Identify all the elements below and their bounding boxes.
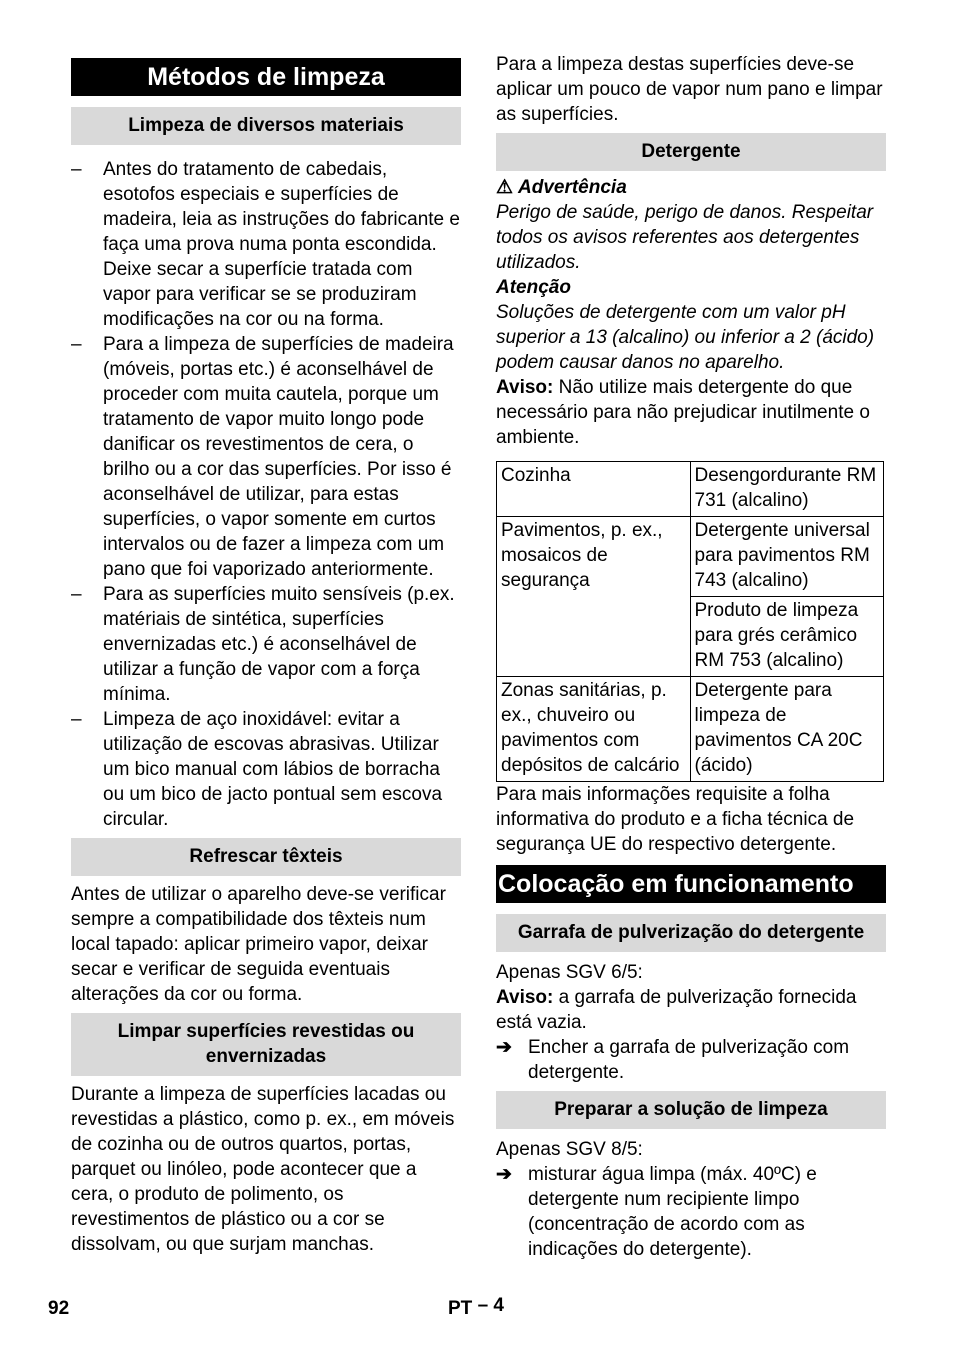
heading-refresh-textiles: Refrescar têxteis [71, 838, 461, 876]
footer-section [448, 1295, 504, 1320]
table-row [497, 462, 884, 517]
table-row [497, 517, 884, 597]
heading-coated-surfaces: Limpar superfícies revestidas ou envernizadas [71, 1013, 461, 1076]
caution-text: Soluções de detergente com um valor pH superior a 13 (alcalino) ou inferior a 2 (ácido) podem causar danos no aparelho. [496, 302, 875, 373]
section-title-start-up: Colocação em funcionamento [496, 865, 886, 903]
warning-triangle-icon: ⚠ [496, 177, 514, 198]
right-column [496, 52, 886, 1262]
footer-language: PT [448, 1298, 473, 1319]
spray-notice-label: Aviso: [496, 987, 554, 1008]
footer-page-ref: – 4 [477, 1295, 504, 1316]
dash-marker: – [71, 709, 82, 730]
table-cell: Detergente para limpeza de pavimentos CA 20C (ácido) [690, 677, 884, 782]
heading-prepare-solution: Preparar a solução de limpeza [496, 1091, 886, 1129]
textiles-paragraph: Antes de utilizar o aparelho deve-se verificar sempre a compatibilidade dos têxteis num local tapado: aplicar primeiro vapor, deixar secar e verificar de seguida eventuais alterações da cor ou forma. [71, 884, 446, 1005]
spray-notice [496, 985, 886, 1035]
table-cell: Cozinha [497, 462, 691, 517]
section-title-cleaning-methods: Métodos de limpeza [71, 58, 461, 96]
left-column [71, 58, 461, 1257]
warning-label: ⚠ Advertência [496, 177, 627, 198]
detergent-table [496, 461, 884, 782]
table-cell: Zonas sanitárias, p. ex., chuveiro ou pavimentos com depósitos de calcário [497, 677, 691, 782]
table-cell: Produto de limpeza para grés cerâmico RM 753 (alcalino) [690, 597, 884, 677]
notice-label: Aviso: [496, 377, 554, 398]
prepare-step [496, 1162, 886, 1262]
prepare-step-text: misturar água limpa (máx. 40ºC) e detergente num recipiente limpo (concentração de acordo com as indicações do detergente). [528, 1164, 817, 1260]
list-item-text: Para a limpeza de superfícies de madeira (móveis, portas etc.) é aconselhável de proceder com muita cautela, porque um tratamento de vapor muito longo pode danificar os revestimentos de cera, o brilho ou a cor das superfícies. Por isso é aconselhável de utilizar, para estas superfícies, o vapor somente em curtos intervalos ou de fazer a limpeza com um pano que foi vaporizado anteriormente. [103, 334, 454, 580]
heading-detergent: Detergente [496, 133, 886, 171]
arrow-right-icon: ➔ [496, 1037, 512, 1058]
notice-text: Não utilize mais detergente do que necessário para não prejudicar inutilmente o ambiente. [496, 377, 870, 448]
more-info-paragraph: Para mais informações requisite a folha informativa do produto e a ficha técnica de segurança UE do respectivo detergente. [496, 784, 855, 855]
table-cell: Pavimentos, p. ex., mosaicos de segurança [497, 517, 691, 677]
coated-surfaces-paragraph: Durante a limpeza de superfícies lacadas ou revestidas a plástico, como p. ex., em móveis de cozinha ou de outros quartos, portas, parquet ou linóleo, pode acontecer que a cera, o produto de polimento, os revestimentos de plástico ou a cor se dissolvam, ou que surjam manchas. [71, 1084, 455, 1255]
page-number: 92 [48, 1298, 70, 1319]
spray-only-note: Apenas SGV 6/5: [496, 962, 643, 983]
table-cell: Detergente universal para pavimentos RM 743 (alcalino) [690, 517, 884, 597]
notice-paragraph [496, 375, 886, 450]
materials-list [71, 157, 461, 832]
table-row [497, 677, 884, 782]
heading-various-materials: Limpeza de diversos materiais [71, 107, 461, 145]
dash-marker: – [71, 159, 82, 180]
dash-marker: – [71, 584, 82, 605]
list-item-text: Limpeza de aço inoxidável: evitar a utilização de escovas abrasivas. Utilizar um bico manual com lábios de borracha ou um bico de jacto pontual sem escova circular. [103, 709, 443, 830]
dash-marker: – [71, 334, 82, 355]
prepare-only-note: Apenas SGV 8/5: [496, 1139, 643, 1160]
list-item-text: Antes do tratamento de cabedais, esotofos especiais e superfícies de madeira, leia as instruções do fabricante e faça uma prova numa ponta escondida. Deixe secar a superfície tratada com vapor para verificar se se produziram modificações na cor ou na forma. [103, 159, 460, 330]
heading-spray-bottle: Garrafa de pulverização do detergente [496, 914, 886, 952]
list-item [71, 157, 461, 332]
caution-label: Atenção [496, 277, 571, 298]
spray-step [496, 1035, 886, 1085]
list-item [71, 582, 461, 707]
table-cell: Desengordurante RM 731 (alcalino) [690, 462, 884, 517]
list-item-text: Para as superfícies muito sensíveis (p.ex. matériais de sintética, superfícies envernizadas etc.) é aconselhável de utilizar a função de vapor com a força mínima. [103, 584, 455, 705]
list-item [71, 707, 461, 832]
intro-paragraph: Para a limpeza destas superfícies deve-se aplicar um pouco de vapor num pano e limpar as superfícies. [496, 54, 883, 125]
spray-notice-text: a garrafa de pulverização fornecida está vazia. [496, 987, 857, 1033]
arrow-right-icon: ➔ [496, 1164, 512, 1185]
list-item [71, 332, 461, 582]
warning-text: Perigo de saúde, perigo de danos. Respeitar todos os avisos referentes aos detergentes utilizados. [496, 202, 874, 273]
spray-step-text: Encher a garrafa de pulverização com detergente. [528, 1037, 850, 1083]
